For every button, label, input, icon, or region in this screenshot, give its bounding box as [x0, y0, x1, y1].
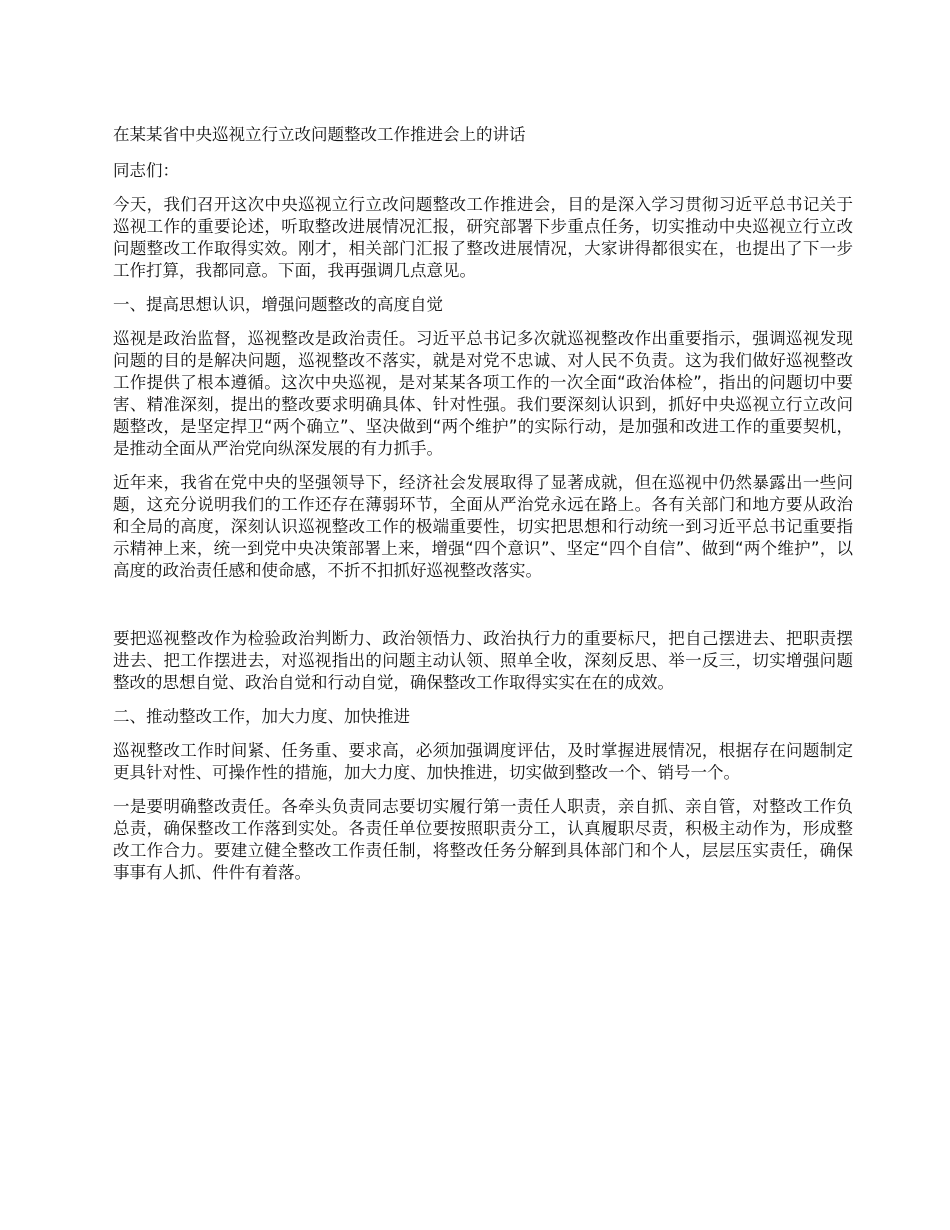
salutation: 同志们：: [113, 161, 179, 180]
paragraph-gap: [113, 594, 853, 628]
document-title: 在某某省中央巡视立行立改问题整改工作推进会上的讲话: [113, 125, 526, 144]
section1-paragraph-3: 要把巡视整改作为检验政治判断力、政治领悟力、政治执行力的重要标尺，把自己摆进去、把职责摆进去、把工作摆进去，对巡视指出的问题主动认领、照单全收，深刻反思、举一反三，切实增强问题整改的思想自觉、政治自觉和行动自觉，确保整改工作取得实实在在的成效。: [113, 629, 853, 692]
section1-paragraph-2: 近年来，我省在党中央的坚强领导下，经济社会发展取得了显著成就，但在巡视中仍然暴露出一些问题，这充分说明我们的工作还存在薄弱环节，全面从严治党永远在路上。各有关部门和地方要从政治和全局的高度，深刻认识巡视整改工作的极端重要性，切实把思想和行动统一到习近平总书记重要指示精神上来，统一到党中央决策部署上来，增强“四个意识”、坚定“四个自信”、做到“两个维护”，以高度的政治责任感和使命感，不折不扣抓好巡视整改落实。: [113, 473, 853, 580]
section-heading-1: 一、提高思想认识，增强问题整改的高度自觉: [113, 295, 443, 314]
document-body: [113, 124, 853, 896]
section1-paragraph-1: 巡视是政治监督，巡视整改是政治责任。习近平总书记多次就巡视整改作出重要指示，强调巡视发现问题的目的是解决问题，巡视整改不落实，就是对党不忠诚、对人民不负责。这为我们做好巡视整改工作提供了根本遵循。这次中央巡视，是对某某各项工作的一次全面“政治体检”，指出的问题切中要害、精准深刻，提出的整改要求明确具体、针对性强。我们要深刻认识到，抓好中央巡视立行立改问题整改，是坚定捍卫“两个确立”、坚决做到“两个维护”的实际行动，是加强和改进工作的重要契机，是推动全面从严治党向纵深发展的有力抓手。: [113, 329, 853, 458]
intro-paragraph: 今天，我们召开这次中央巡视立行立改问题整改工作推进会，目的是深入学习贯彻习近平总书记关于巡视工作的重要论述，听取整改进展情况汇报，研究部署下步重点任务，切实推动中央巡视立行立改问题整改工作取得实效。刚才，相关部门汇报了整改进展情况，大家讲得都很实在，也提出了下一步工作打算，我都同意。下面，我再强调几点意见。: [113, 195, 853, 280]
section2-paragraph-1: 巡视整改工作时间紧、任务重、要求高，必须加强调度评估，及时掌握进展情况，根据存在问题制定更具针对性、可操作性的措施，加大力度、加快推进，切实做到整改一个、销号一个。: [113, 741, 853, 782]
section2-paragraph-2: 一是要明确整改责任。各牵头负责同志要切实履行第一责任人职责，亲自抓、亲自管，对整改工作负总责，确保整改工作落到实处。各责任单位要按照职责分工，认真履职尽责，积极主动作为，形成整改工作合力。要建立健全整改工作责任制，将整改任务分解到具体部门和个人，层层压实责任，确保事事有人抓、件件有着落。: [113, 797, 853, 882]
section-heading-2: 二、推动整改工作，加大力度、加快推进: [113, 707, 410, 726]
